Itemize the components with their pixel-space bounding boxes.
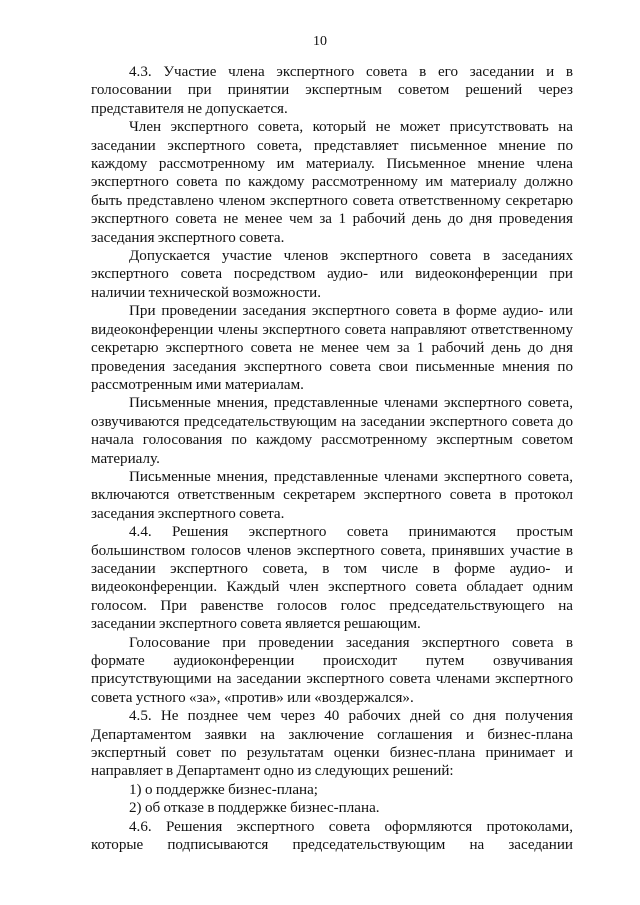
paragraph-4-6: 4.6. Решения экспертного совета оформляются протоколами, которые подписываются председательствующим на заседании (91, 818, 573, 854)
paragraph-4-3: 4.3. Участие члена экспертного совета в его заседании и в голосовании при принятии экспертным советом решений через представителя не допускается. (91, 64, 573, 117)
paragraph-4-4: 4.4. Решения экспертного совета принимаются простым большинством голосов членов экспертного совета, принявших участие в заседании экспертного совета, в том числе в форме аудио- и видеоконференции. Каждый член экспертного совета обладает одним голосом. При равенстве голосов голос председательствующего на заседании экспертного совета является решающим. (91, 524, 573, 633)
paragraph-audio-voting: Голосование при проведении заседания экспертного совета в формате аудиоконференции происходит путем озвучивания присутствующими на заседании экспертного совета членами экспертного совета устного «за», «против» или «воздержался». (91, 634, 573, 706)
paragraph-opinions-voiced: Письменные мнения, представленные членами экспертного совета, озвучиваются председательствующим на заседании экспертного совета до начала голосования по каждому рассмотренному экспертным советом материалу. (91, 395, 573, 467)
page-number: 10 (313, 34, 327, 49)
list-item-2: 2) об отказе в поддержке бизнес-плана. (129, 800, 380, 817)
paragraph-4-5: 4.5. Не позднее чем через 40 рабочих дней со дня получения Департаментом заявки на заключение соглашения и бизнес-плана экспертный совет по результатам оценки бизнес-плана принимает и направляет в Департамент одно из следующих решений: (91, 708, 573, 780)
list-item-1: 1) о поддержке бизнес-плана; (129, 781, 318, 798)
paragraph-conference-opinions: При проведении заседания экспертного совета в форме аудио- или видеоконференции члены экспертного совета направляют ответственному секретарю экспертного совета не менее чем за 1 рабочий день до дня проведения заседания экспертного совета свои письменные мнения по рассмотренным ими материалам. (91, 303, 573, 393)
paragraph-written-opinion: Член экспертного совета, который не может присутствовать на заседании экспертного совета, представляет письменное мнение по каждому рассмотренному им материалу. Письменное мнение члена экспертного совета по каждому рассмотренному им материалу должно быть представлено членом экспертного совета ответственному секретарю экспертного совета не менее чем за 1 рабочий день до дня проведения заседания экспертного совета. (91, 119, 573, 246)
paragraph-opinions-protocol: Письменные мнения, представленные членами экспертного совета, включаются ответственным секретарем экспертного совета в протокол заседания экспертного совета. (91, 468, 573, 522)
document-body (91, 63, 573, 854)
paragraph-remote-participation: Допускается участие членов экспертного совета в заседаниях экспертного совета посредством аудио- или видеоконференции при наличии технической возможности. (91, 248, 573, 301)
